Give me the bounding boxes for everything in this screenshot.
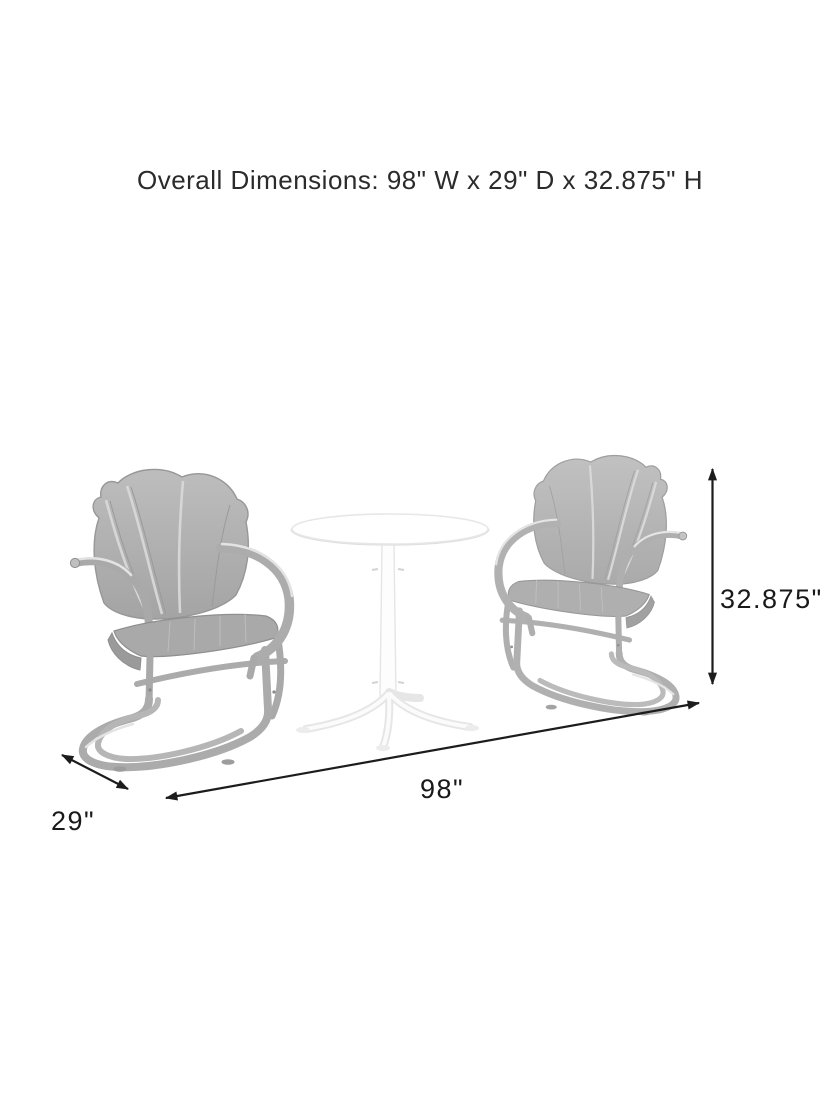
overall-dimensions-title: Overall Dimensions: 98" W x 29" D x 32.875" H	[136, 165, 704, 195]
table-leg	[306, 694, 388, 729]
height-label: 32.875"	[720, 584, 823, 614]
bistro-table-figure	[292, 514, 488, 751]
table-foot	[296, 727, 310, 733]
table-foot	[465, 725, 479, 731]
left-chair-figure	[70, 469, 292, 771]
depth-label: 29"	[50, 806, 96, 836]
tabletop	[292, 514, 488, 544]
table-column	[380, 543, 396, 698]
table-foot	[376, 745, 390, 751]
height-dimension	[713, 469, 823, 684]
right-chair-figure	[496, 456, 687, 716]
width-label: 98"	[419, 774, 465, 804]
